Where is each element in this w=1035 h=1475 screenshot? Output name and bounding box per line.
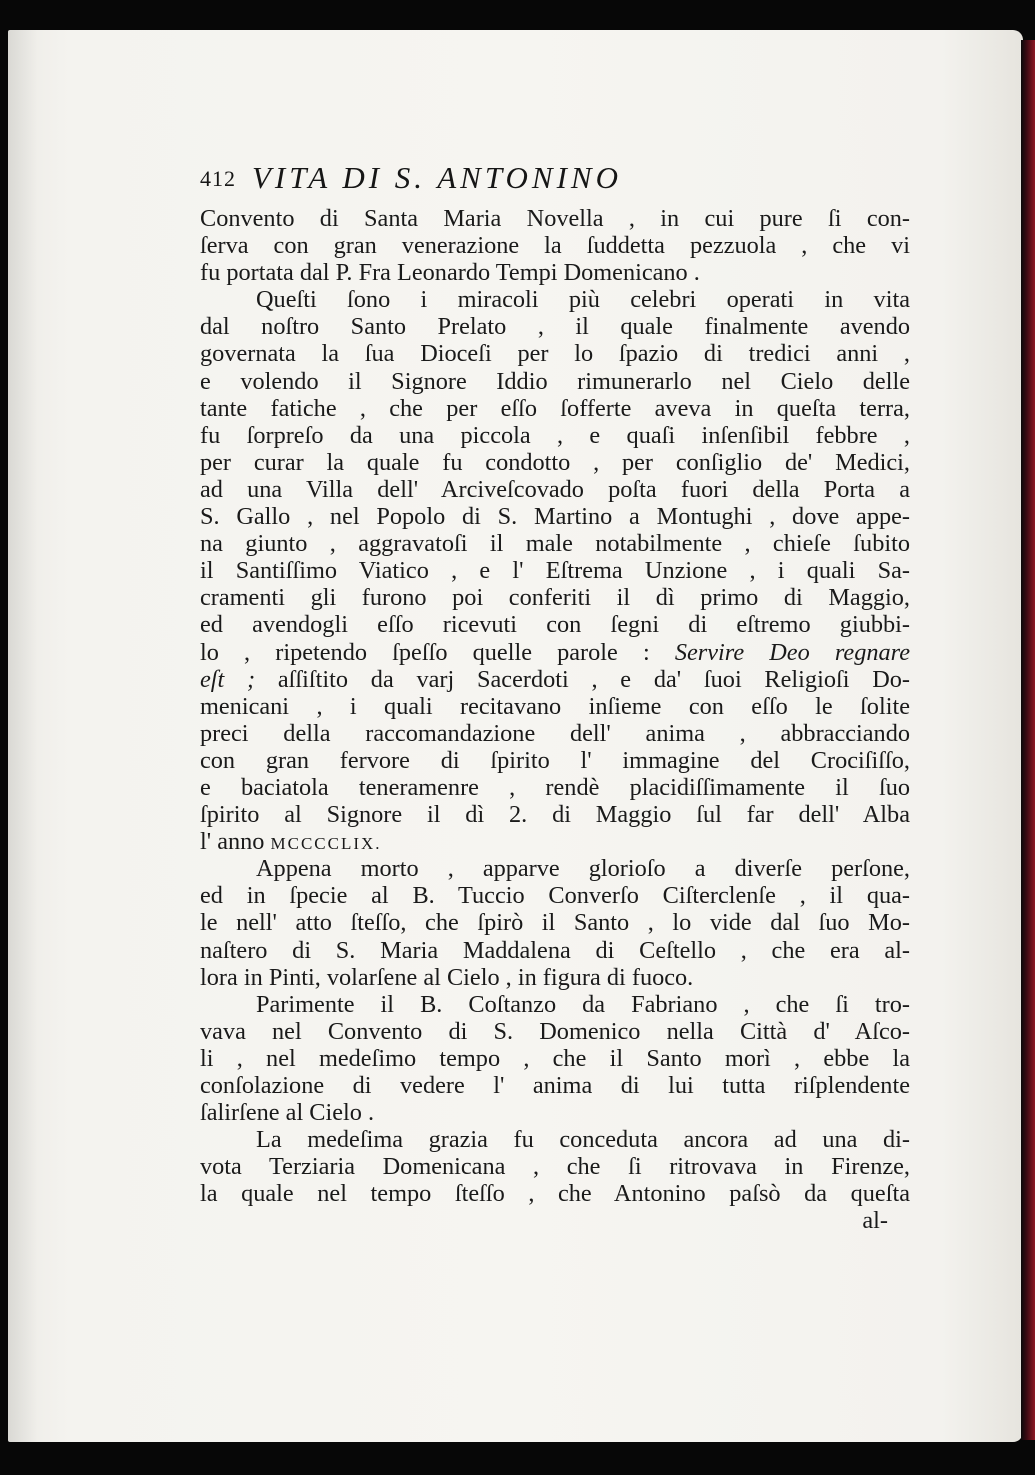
text-line: la quale nel tempo ſteſſo , che Antonino paſsò da queſta (200, 1180, 910, 1208)
text-line: le nell' atto ſteſſo, che ſpirò il Santo , lo vide dal ſuo Mo- (200, 909, 910, 937)
text-line: ſerva con gran venerazione la ſuddetta pezzuola , che vi (200, 232, 910, 260)
text-line: il Santiſſimo Viatico , e l' Eſtrema Unzione , i quali Sa- (200, 557, 910, 585)
text-line: ſalirſene al Cielo . (200, 1099, 375, 1127)
spine-shadow (8, 30, 38, 1442)
text-line: conſolazione di vedere l' anima di lui tutta riſplendente (200, 1072, 910, 1099)
text-line (200, 828, 910, 855)
roman-year: MCCCCLIX. (270, 834, 382, 854)
text-segment: l' anno (200, 828, 265, 856)
body-text (200, 205, 910, 1235)
text-segment: aſſiſtito da varj Sacerdoti , e da' ſuoi Religioſi Do- (277, 665, 911, 693)
text-line: cramenti gli furono poi conferiti il dì primo di Maggio, (200, 584, 910, 612)
catchword: al- (862, 1207, 888, 1235)
text-line: ed avendogli eſſo ricevuti con ſegni di eſtremo giubbi- (200, 611, 910, 639)
text-line: La medeſima grazia fu conceduta ancora ad una di- (256, 1126, 910, 1154)
text-line: S. Gallo , nel Popolo di S. Martino a Montughi , dove appe- (200, 503, 910, 531)
text-line: Queſti ſono i miracoli più celebri operati in vita (256, 286, 910, 314)
text-line: governata la ſua Dioceſi per lo ſpazio di tredici anni , (200, 340, 910, 368)
text-line: vava nel Convento di S. Domenico nella Città d' Aſco- (200, 1017, 910, 1045)
text-line: na giunto , aggravatoſi il male notabilmente , chieſe ſubito (200, 530, 910, 558)
running-header (200, 160, 910, 200)
text-line: Parimente il B. Coſtanzo da Fabriano , che ſi tro- (256, 990, 910, 1018)
page-number: 412 (200, 166, 236, 191)
text-line: con gran fervore di ſpirito l' immagine del Crociſiſſo, (200, 746, 910, 774)
text-line: fu ſorpreſo da una piccola , e quaſi inſenſibil febbre , (200, 421, 910, 449)
text-line: preci della raccomandazione dell' anima , abbracciando (200, 719, 910, 747)
text-line: Appena morto , apparve glorioſo a diverſe perſone, (256, 855, 910, 883)
text-line: vota Terziaria Domenicana , che ſi ritrovava in Firenze, (200, 1153, 910, 1181)
text-line: tante fatiche , che per eſſo ſofferte aveva in queſta terra, (200, 394, 910, 422)
text-line: Convento di Santa Maria Novella , in cui pure ſi con- (200, 205, 910, 232)
latin-quote: Servire Deo regnare (674, 638, 910, 666)
text-line (200, 666, 910, 693)
text-line: li , nel medeſimo tempo , che il Santo morì , ebbe la (200, 1044, 910, 1072)
text-line (200, 639, 910, 666)
text-line: ed in ſpecie al B. Tuccio Converſo Ciſterclenſe , il qua- (200, 882, 910, 910)
text-line: ſpirito al Signore il dì 2. di Maggio ſul far dell' Alba (200, 801, 910, 829)
text-line: ad una Villa dell' Arciveſcovado poſta fuori della Porta a (200, 475, 910, 503)
text-line: menicani , i quali recitavano inſieme con eſſo le ſolite (200, 692, 910, 720)
page-edge (1021, 40, 1035, 1440)
text-line: per curar la quale fu condotto , per conſiglio de' Medici, (200, 448, 910, 476)
latin-quote-end: eſt ; (200, 665, 256, 693)
text-line: lora in Pinti, volarſene al Cielo , in figura di fuoco. (200, 963, 694, 991)
text-line: fu portata dal P. Fra Leonardo Tempi Domenicano . (200, 259, 700, 287)
text-line: naſtero di S. Maria Maddalena di Ceſtello , che era al- (200, 936, 910, 964)
text-line: dal noſtro Santo Prelato , il quale finalmente avendo (200, 313, 910, 341)
text-line: e baciatola teneramenre , rendè placidiſſimamente il ſuo (200, 773, 910, 801)
text-segment: lo , ripetendo ſpeſſo quelle parole : (200, 638, 650, 666)
text-line: e volendo il Signore Iddio rimunerarlo nel Cielo delle (200, 367, 910, 395)
running-title: VITA DI S. ANTONINO (252, 160, 622, 195)
